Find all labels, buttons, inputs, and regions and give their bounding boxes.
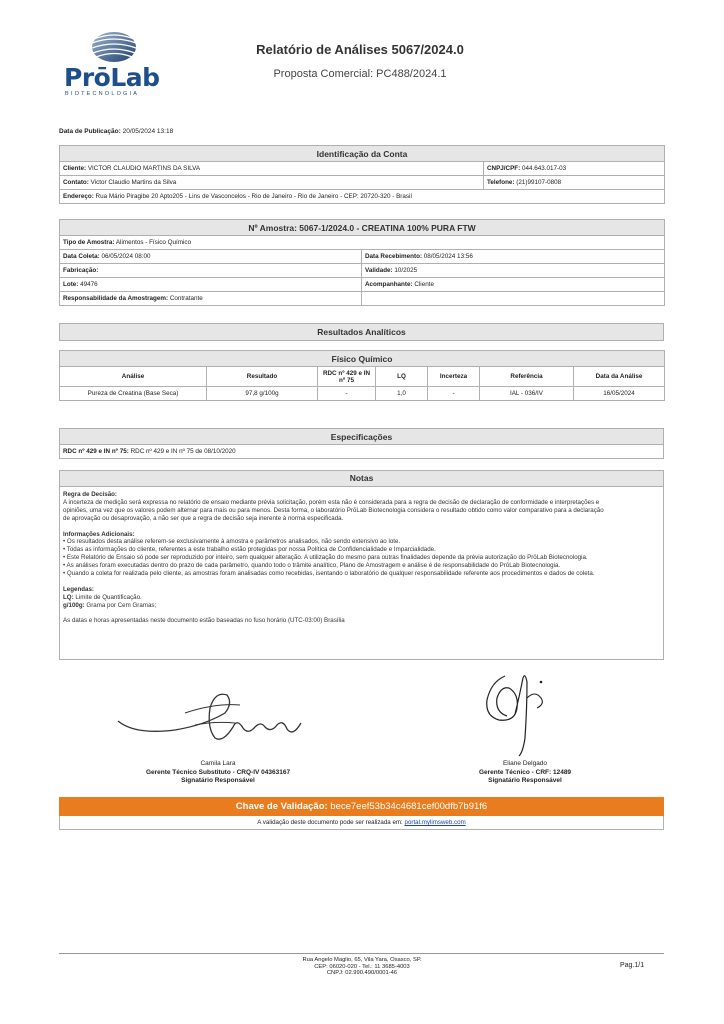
signer-right-sign: Signatário Responsável bbox=[488, 777, 562, 784]
validation-bar bbox=[59, 797, 664, 816]
sample-table bbox=[59, 219, 665, 306]
contact-cell: Contato: Victor Claudio Martins da Silva bbox=[60, 176, 484, 190]
client-cell: Cliente: VICTOR CLAUDIO MARTINS DA SILVA bbox=[60, 162, 484, 176]
logo-subtitle: BIOTECNOLOGIA bbox=[65, 91, 140, 97]
validation-label: Chave de Validação: bbox=[235, 801, 328, 812]
address-value: Rua Mário Piragibe 20 Apto205 - Lins de Vasconcelos - Rio de Janeiro - Rio de Janeiro - CEP: 20720-320 - Brasil bbox=[95, 193, 412, 200]
results-header: Resultados Analíticos bbox=[59, 323, 664, 341]
page-number: Pag.1/1 bbox=[620, 962, 645, 969]
account-header: Identificação da Conta bbox=[60, 146, 665, 162]
specs-header: Especificações bbox=[60, 429, 664, 445]
sample-type-cell: Tipo de Amostra: Alimentos - Físico Químico bbox=[60, 236, 665, 250]
sampling-resp-cell: Responsabilidade da Amostragem: Contratante bbox=[60, 292, 362, 306]
timezone-note: As datas e horas apresentadas neste documento estão baseadas no fuso horário (UTC-03:00) Brasília bbox=[63, 617, 345, 625]
collect-date-cell: Data Coleta: 06/05/2024 08:00 bbox=[60, 250, 362, 264]
follow-cell: Acompanhante: Cliente bbox=[362, 278, 665, 292]
pub-date-label: Data de Publicação: bbox=[59, 128, 121, 135]
col-analysis: Análise bbox=[60, 367, 207, 387]
signature-right-icon bbox=[475, 668, 555, 760]
validation-key: bece7eef53b34c4681cef00dfb7b91f6 bbox=[330, 801, 488, 812]
prolab-logo bbox=[58, 30, 170, 100]
legend-lq: LQ: Limite de Quantificação. bbox=[63, 593, 142, 601]
contact-value: Victor Claudio Martins da Silva bbox=[90, 179, 177, 186]
col-reference: Referência bbox=[480, 367, 574, 387]
signer-left-role: Gerente Técnico Substituto - CRQ-IV 04363167 bbox=[145, 768, 291, 776]
legend-g100g: g/100g: Grama por Cem Gramas; bbox=[63, 601, 157, 609]
decision-rule-title: Regra de Decisão: bbox=[63, 491, 117, 498]
col-analysis-date: Data da Análise bbox=[574, 367, 665, 387]
legend-title: Legendas: bbox=[63, 585, 94, 593]
table-row: Pureza de Creatina (Base Seca) 97,8 g/100g - 1,0 - IAL - 036/IV 16/05/2024 bbox=[60, 387, 665, 401]
address-cell: Endereço: Rua Mário Piragibe 20 Apto205 - Lins de Vasconcelos - Rio de Janeiro - Rio de Janeiro - CEP: 20720-320 - Brasil bbox=[60, 190, 665, 204]
cnpj-value: 044.643.017-03 bbox=[522, 165, 567, 172]
validity-cell: Validade: 10/2025 bbox=[362, 264, 665, 278]
validation-note: A validação deste documento pode ser realizada em: portal.mylimsweb.com bbox=[59, 816, 664, 830]
results-group-header: Físico Químico bbox=[60, 351, 665, 367]
notes-header: Notas bbox=[60, 471, 663, 487]
signature-left-icon bbox=[115, 683, 305, 753]
additional-info-title: Informações Adicionais: bbox=[63, 530, 135, 538]
phone-cell: Telefone: (21)99107-0808 bbox=[484, 176, 665, 190]
results-table bbox=[59, 350, 665, 401]
signature-right-block bbox=[410, 760, 640, 786]
signer-right-role: Gerente Técnico - CRF: 12489 bbox=[478, 768, 572, 776]
notes-section: Notas Regra de Decisão: A incerteza de medição será expressa no relatório de ensaio mediante prévia solicitação, porém esta não é considerada para a regra de decisão de declaração de conformidade e interpretações e opiniões, uma vez que os valores podem alternar para mais ou para menos. Desta forma, o laboratório PrōLab Biotecnologia considera o resultado obtido como valor comparativo para a declaração de aprovação ou desaprovação, a não ser que a regra de decisão seja inerente à norma especificada. Informações Adicionais: • Os resultados desta análise referem-se exclusivamente à amostra e parâmetros analisados, não sendo extensivo ao lote. • Todas as informações do cliente, referentes a este trabalho estão protegidas por nossa Política de Confidencialidade e Imparcialidade. • Este Relatório de Ensaio só pode ser reproduzido por inteiro, sem qualquer alteração. A utilização do mesmo para outras finalidades depende da prévia autorização do PrōLab Biotecnologia. • As análises foram executadas dentro do prazo de cada parâmetro, quando todo o trâmite analítico, Plano de Amostragem e análise é de responsabilidade do PrōLab Biotecnologia. • Quando a coleta for realizada pelo cliente, as amostras foram analisadas como recebidas, isentando o laboratório de qualquer responsabilidade referente aos procedimentos e dados de coleta. Legendas: LQ: Limite de Quantificação. g/100g: Grama por Cem Gramas; As datas e horas apresentadas neste documento estão baseadas no fuso horário (UTC-03:00) Brasília bbox=[59, 470, 664, 660]
sample-header: Nº Amostra: 5067-1/2024.0 - CREATINA 100% PURA FTW bbox=[60, 220, 665, 236]
client-value: VICTOR CLAUDIO MARTINS DA SILVA bbox=[87, 165, 201, 172]
report-title: Relatório de Análises 5067/2024.0 bbox=[256, 42, 464, 57]
account-table bbox=[59, 145, 665, 204]
signer-right-name: Eliane Delgado bbox=[502, 760, 548, 767]
cnpj-cell: CNPJ/CPF: 044.643.017-03 bbox=[484, 162, 665, 176]
specs-table bbox=[59, 428, 664, 459]
publication-date bbox=[59, 128, 173, 135]
lot-cell: Lote: 49476 bbox=[60, 278, 362, 292]
phone-value: (21)99107-0808 bbox=[516, 179, 562, 186]
signature-left-block bbox=[118, 760, 318, 786]
proposal-subtitle: Proposta Comercial: PC488/2024.1 bbox=[273, 68, 447, 80]
footer-address: Rua Angelo Maglio, 65, Vila Yara, Osasco, SP. CEP: 06020-020 - Tel.: 11 3685-4003 CNPJ: 02.990.490/0001-46 bbox=[302, 957, 422, 976]
col-rdc: RDC nº 429 e IN nº 75 bbox=[318, 367, 376, 387]
specs-cell: RDC nº 429 e IN nº 75: RDC nº 429 e IN nº 75 de 08/10/2020 bbox=[60, 445, 664, 459]
footer-divider bbox=[59, 953, 664, 954]
col-lq: LQ bbox=[376, 367, 428, 387]
fabrication-cell: Fabricação: bbox=[60, 264, 362, 278]
signer-left-sign: Signatário Responsável bbox=[181, 777, 255, 784]
pub-date-value: 20/05/2024 13:18 bbox=[122, 128, 174, 135]
col-result: Resultado bbox=[207, 367, 318, 387]
logo-wordmark: PrōLab bbox=[64, 63, 160, 92]
receipt-date-cell: Data Recebimento: 08/05/2024 13:56 bbox=[362, 250, 665, 264]
signer-left-name: Camila Lara bbox=[200, 760, 236, 767]
col-uncertainty: Incerteza bbox=[428, 367, 480, 387]
validation-portal-link[interactable]: portal.mylimsweb.com bbox=[404, 819, 466, 826]
